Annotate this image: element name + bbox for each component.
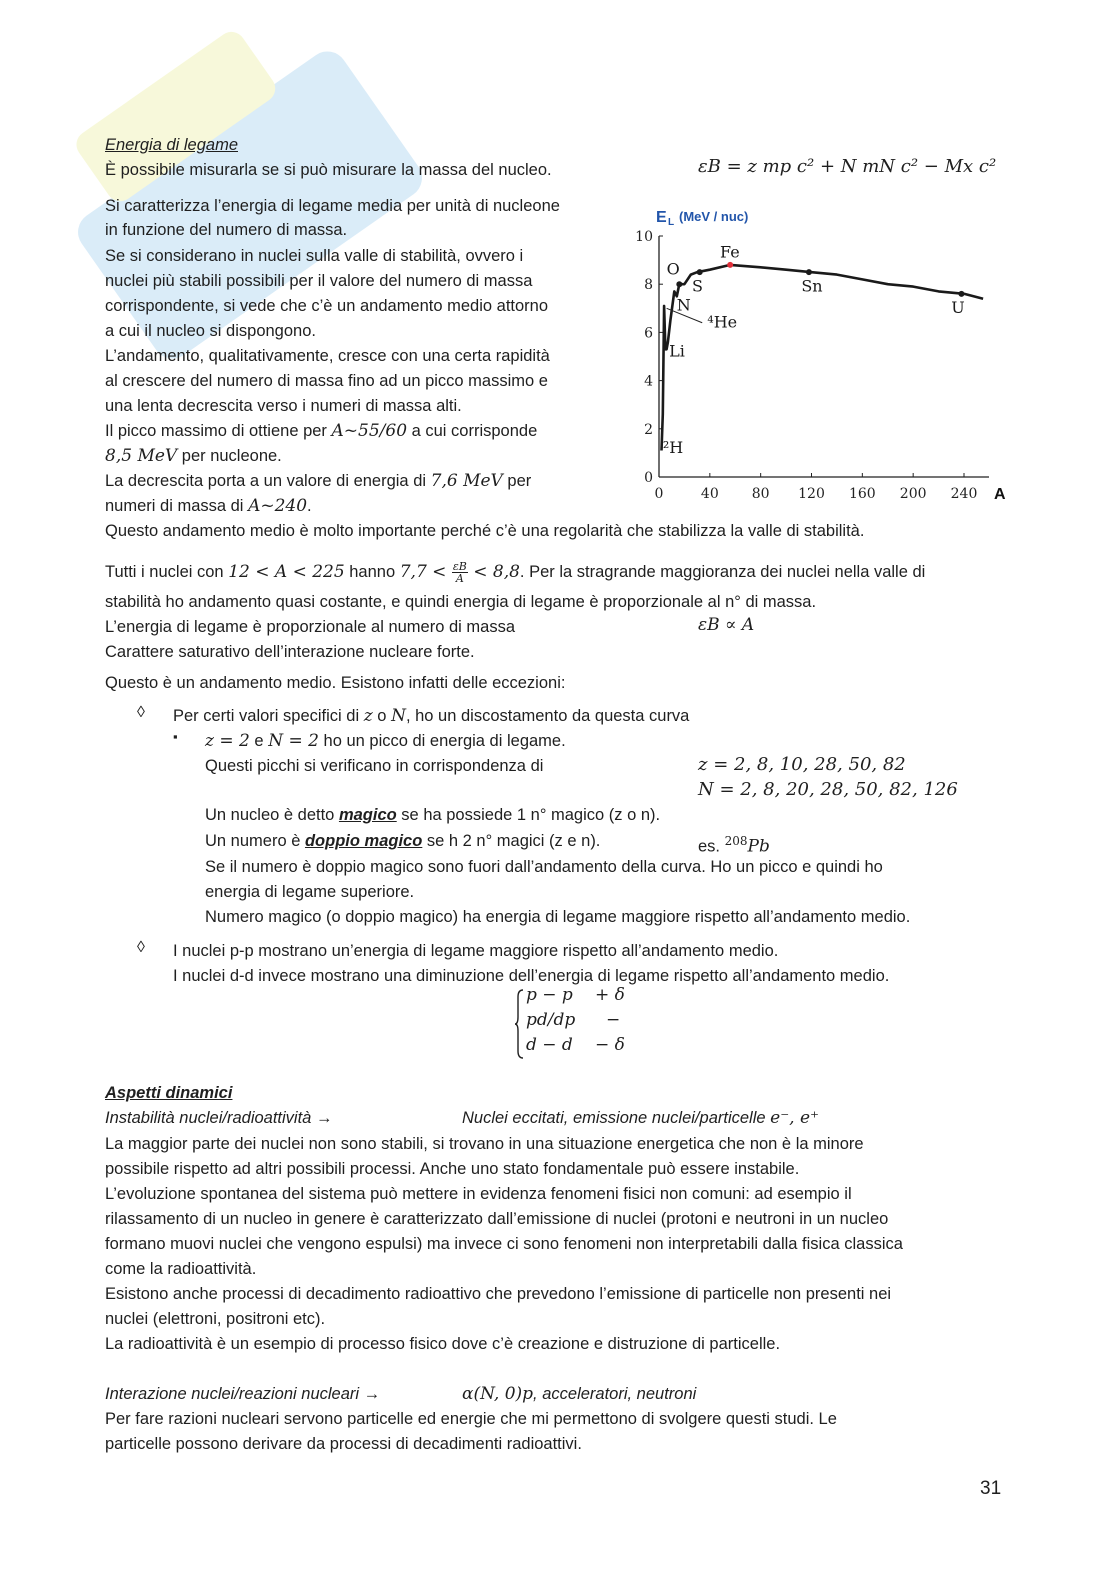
element-label: S	[692, 276, 704, 296]
case-right: −	[606, 1010, 621, 1030]
paragraph-line: una lenta decrescita verso i numeri di massa alti.	[105, 397, 462, 415]
paragraph-line: L’andamento, qualitativamente, cresce con una certa rapidità	[105, 347, 550, 365]
paragraph-line: a cui il nucleo si dispongono.	[105, 322, 316, 340]
y-tick-label: 2	[644, 421, 653, 438]
sub-list-line: Un numero è doppio magico se h 2 n° magici (z e n).	[205, 832, 601, 850]
paragraph-line: nuclei più stabili possibili per il valore del numero di massa	[105, 272, 533, 290]
paragraph-line: La radioattività è un esempio di processo fisico dove c’è creazione e distruzione di particelle.	[105, 1335, 781, 1353]
case-left: d − d	[526, 1035, 573, 1055]
element-label: O	[666, 259, 680, 279]
paragraph-line: in funzione del numero di massa.	[105, 221, 348, 239]
proportional-formula: εB ∝ A	[698, 615, 755, 635]
list-item: I nuclei p-p mostrano un’energia di legame maggiore rispetto all’andamento medio.	[173, 942, 779, 960]
list-item-line: I nuclei d-d invece mostrano una diminuzione dell’energia di legame rispetto all’andamento medio.	[173, 967, 890, 985]
y-axis-label: E	[656, 209, 667, 226]
x-tick-label: 200	[899, 486, 927, 502]
x-tick-label: 120	[798, 486, 825, 502]
sub-list-line: Se il numero è doppio magico sono fuori dall’andamento della curva. Ho un picco e quindi ho	[205, 858, 883, 876]
paragraph-line: Per fare razioni nucleari servono particelle ed energie che mi permettono di svolgere questi studi. Le	[105, 1410, 837, 1428]
subheading-detail: α(N, 0)p, acceleratori, neutroni	[462, 1384, 697, 1404]
element-label: Li	[669, 341, 685, 361]
binding-energy-chart	[620, 200, 1020, 520]
case-left: p − p	[526, 985, 573, 1005]
subheading-detail: Nuclei eccitati, emissione nuclei/particelle e⁻, e⁺	[462, 1108, 820, 1128]
data-point-s	[697, 269, 703, 275]
section-heading-dynamics: Aspetti dinamici	[105, 1084, 233, 1102]
sub-list-item: z = 2 e N = 2 ho un picco di energia di legame.	[205, 731, 566, 751]
element-label: N	[676, 295, 691, 315]
y-tick-label: 6	[644, 325, 653, 342]
chart-svg	[620, 200, 1020, 520]
brace-icon	[514, 989, 524, 1059]
element-label: U	[951, 298, 965, 318]
paragraph-line: È possibile misurarla se si può misurare la massa del nucleo.	[105, 161, 552, 179]
y-tick-label: 10	[635, 229, 653, 245]
x-tick-label: 40	[700, 486, 719, 502]
element-label: ²H	[662, 437, 684, 457]
paragraph-line: stabilità ho andamento quasi costante, e quindi energia di legame è proporzionale al n° di massa.	[105, 593, 817, 611]
data-point-u	[958, 291, 964, 297]
paragraph-line: nuclei (elettroni, positroni etc).	[105, 1310, 326, 1328]
paragraph-line: Carattere saturativo dell’interazione nucleare forte.	[105, 643, 475, 661]
example-lead: es. $^{208}$Pb	[698, 834, 770, 857]
diamond-bullet-icon: ◊	[137, 704, 145, 721]
paragraph-line: particelle possono derivare da processi di decadimenti radioattivi.	[105, 1435, 582, 1453]
page-number: 31	[980, 1478, 1002, 1499]
paragraph-line: formano muovi nuclei che vengono espulsi) ma invece ci sono fenomeni non interpretabili dalla fisica classica	[105, 1235, 903, 1253]
x-tick-label: 160	[848, 486, 876, 502]
sub-list-line: Un nucleo è detto magico se ha possiede 1 n° magico (z o n).	[205, 806, 661, 824]
paragraph-line: L’energia di legame è proporzionale al numero di massa	[105, 618, 515, 636]
y-tick-label: 8	[644, 277, 653, 294]
paragraph-line: La maggior parte dei nuclei non sono stabili, si trovano in una situazione energetica che non è la minore	[105, 1135, 864, 1153]
paragraph-line: rilassamento di un nucleo in genere è caratterizzato dall’emissione di nuclei (protoni e neutroni in un nucleo	[105, 1210, 889, 1228]
paragraph-line: numeri di massa di A~240.	[105, 496, 312, 516]
element-label: Fe	[720, 242, 740, 262]
y-axis-label-sub: L	[668, 217, 675, 228]
magic-z-values: z = 2, 8, 10, 28, 50, 82	[698, 754, 906, 775]
x-tick-label: 240	[950, 486, 978, 502]
paragraph-line: Il picco massimo di ottiene per A~55/60 a cui corrisponde	[105, 421, 538, 441]
paragraph-line: Si caratterizza l’energia di legame media per unità di nucleone	[105, 197, 560, 215]
paragraph-line: La decrescita porta a un valore di energia di 7,6 MeV per	[105, 471, 532, 491]
case-right: + δ	[595, 985, 625, 1005]
sub-list-line: Numero magico (o doppio magico) ha energia di legame maggiore rispetto all’andamento medio.	[205, 908, 911, 926]
diamond-bullet-icon: ◊	[137, 939, 145, 956]
x-tick-label: 80	[751, 486, 770, 502]
paragraph-line: 8,5 MeV per nucleone.	[105, 446, 282, 466]
case-right: − δ	[595, 1035, 625, 1055]
square-bullet-icon: ▪	[173, 729, 178, 744]
data-point-o	[676, 281, 682, 287]
list-item: Per certi valori specifici di z o N, ho un discostamento da questa curva	[173, 706, 690, 726]
paragraph-line: Se si considerano in nuclei sulla valle di stabilità, ovvero i	[105, 247, 524, 265]
y-tick-label: 4	[644, 373, 653, 390]
section-heading-binding-energy: Energia di legame	[105, 136, 238, 154]
paragraph-line: Questo è un andamento medio. Esistono infatti delle eccezioni:	[105, 674, 566, 692]
binding-energy-formula: εB = z mp c² + N mN c² − Mx c²	[698, 156, 997, 177]
case-left: pd/dp	[526, 1010, 576, 1030]
y-tick-label: 0	[644, 470, 653, 486]
paragraph-line: Tutti i nuclei con 12 < A < 225 hanno 7,7 < $\frac{\varepsilon B}{A}$ < 8,8. Per la stragrande maggioranza dei nuclei nella valle di	[105, 560, 926, 586]
magic-n-values: N = 2, 8, 20, 28, 50, 82, 126	[698, 779, 958, 800]
paragraph-line: al crescere del numero di massa fino ad un picco massimo e	[105, 372, 548, 390]
data-point-fe	[727, 262, 733, 268]
element-label: Sn	[801, 276, 823, 296]
x-tick-label: 0	[654, 486, 664, 502]
paragraph-line: come la radioattività.	[105, 1260, 257, 1278]
paragraph-line: Questo andamento medio è molto importante perché c’è una regolarità che stabilizza la valle di stabilità.	[105, 522, 865, 540]
subheading: Interazione nuclei/reazioni nucleari →	[105, 1385, 381, 1403]
paragraph-line: corrispondente, si vede che c’è un andamento medio attorno	[105, 297, 549, 315]
cases-block	[514, 985, 674, 1061]
data-point-sn	[806, 269, 812, 275]
x-axis-label: A	[994, 486, 1006, 503]
paragraph-line: possibile rispetto ad altri possibili processi. Anche uno stato fondamentale può essere instabile.	[105, 1160, 800, 1178]
paragraph-line: Esistono anche processi di decadimento radioattivo che prevedono l’emissione di particelle non presenti nei	[105, 1285, 892, 1303]
element-label: ⁴He	[707, 312, 738, 332]
subheading: Instabilità nuclei/radioattività →	[105, 1109, 333, 1127]
sub-list-line: Questi picchi si verificano in corrispondenza di	[205, 757, 544, 775]
paragraph-line: L’evoluzione spontanea del sistema può mettere in evidenza fenomeni fisici non comuni: ad esempio il	[105, 1185, 852, 1203]
y-axis-unit: (MeV / nuc)	[679, 209, 749, 224]
sub-list-line: energia di legame superiore.	[205, 883, 415, 901]
